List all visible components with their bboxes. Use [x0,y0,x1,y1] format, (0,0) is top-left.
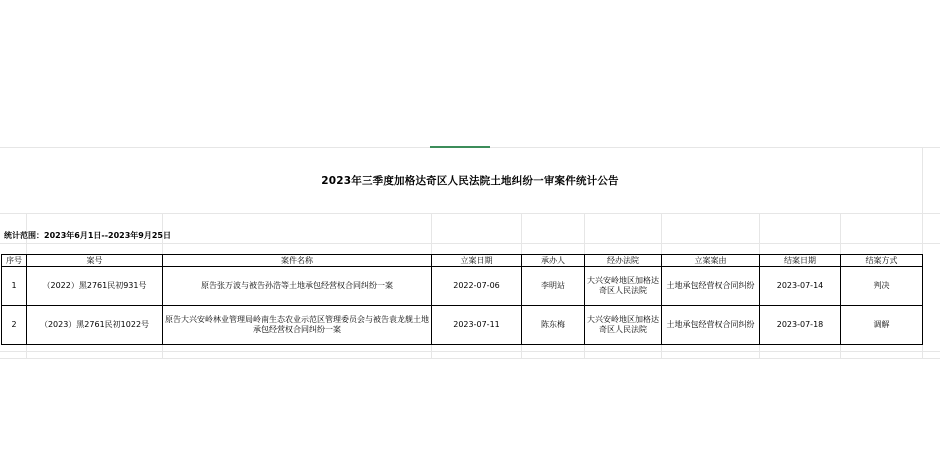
cell-case-name: 原告大兴安岭林业管理局岭南生态农业示范区管理委员会与被告袁龙舰土地承包经营权合同纠纷一案 [163,306,432,345]
cell-court: 大兴安岭地区加格达奇区人民法院 [585,306,662,345]
table-header-row [2,255,923,267]
grid-line [0,243,940,244]
column-header-filing-date: 立案日期 [432,255,522,267]
cell-judge: 李明站 [522,267,585,306]
active-cell-indicator [430,146,490,148]
cell-court: 大兴安岭地区加格达奇区人民法院 [585,267,662,306]
column-header-cause: 立案案由 [662,255,760,267]
cell-no: 1 [2,267,27,306]
cell-filing-date: 2023-07-11 [432,306,522,345]
case-table [1,254,923,345]
column-header-no: 序号 [2,255,27,267]
column-header-closing-date: 结案日期 [760,255,841,267]
grid-line [0,213,940,214]
grid-line [0,351,940,352]
cell-closing-date: 2023-07-14 [760,267,841,306]
cell-case-number: （2022）黑2761民初931号 [27,267,163,306]
statistics-range: 统计范围：2023年6月1日--2023年9月25日 [4,231,172,240]
cell-closing-date: 2023-07-18 [760,306,841,345]
cell-judge: 陈东梅 [522,306,585,345]
cell-cause: 土地承包经营权合同纠纷 [662,267,760,306]
column-header-case-name: 案件名称 [163,255,432,267]
column-header-court: 经办法院 [585,255,662,267]
document-title: 2023年三季度加格达奇区人民法院土地纠纷一审案件统计公告 [321,175,619,187]
cell-no: 2 [2,306,27,345]
cell-cause: 土地承包经营权合同纠纷 [662,306,760,345]
grid-line [0,358,940,359]
cell-closing-method: 判决 [841,267,923,306]
cell-case-name: 原告张万波与被告孙浩等土地承包经营权合同纠纷一案 [163,267,432,306]
table-row [2,267,923,306]
column-header-case-number: 案号 [27,255,163,267]
cell-case-number: （2023）黑2761民初1022号 [27,306,163,345]
cell-filing-date: 2022-07-06 [432,267,522,306]
cell-closing-method: 调解 [841,306,923,345]
column-header-closing-method: 结案方式 [841,255,923,267]
column-header-judge: 承办人 [522,255,585,267]
table-row [2,306,923,345]
